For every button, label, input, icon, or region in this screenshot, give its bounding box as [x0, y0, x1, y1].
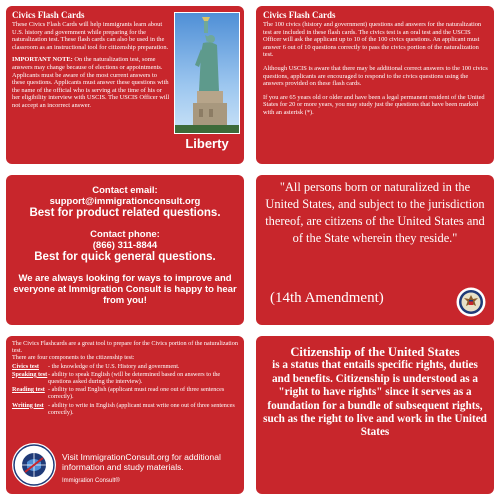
card-title: Civics Flash Cards [263, 10, 336, 20]
phone-label: Contact phone: [90, 229, 160, 240]
card-civics-about [256, 6, 494, 164]
immigration-consult-logo-icon [11, 442, 57, 488]
test-row [12, 386, 238, 400]
card-text [12, 10, 170, 110]
card-text [263, 10, 489, 117]
intro-paragraph: The Civics Flashcards are a great tool to prepare for the Civics portion of the naturalization test. [12, 340, 238, 355]
statue-of-liberty-icon [175, 13, 239, 133]
components-intro: There are four components to the citizenship test: [12, 354, 135, 362]
card-contact [6, 175, 244, 325]
phone-note: Best for quick general questions. [34, 251, 216, 263]
test-label: Speaking test [12, 370, 48, 378]
card-title: Civics Flash Cards [12, 10, 85, 20]
paragraph-1: The 100 civics (history and government) questions and answers for the naturalization test are included in these flash cards. The civics test is an oral test and the USCIS Officer will ask the applicant up to 10 of the 100 civics questions. An applicant must answer 6 out of 10 questions correctly to pass the civics portion of the naturalization test. [263, 21, 482, 59]
amendment-reference: (14th Amendment) [270, 290, 384, 306]
amendment-quote: "All persons born or naturalized in the United States, and subject to the jurisdiction thereof, are citizens of the United States and of the State wherein they reside." [265, 180, 485, 245]
card-text [262, 346, 488, 440]
brand-name: Immigration Consult® [62, 478, 120, 484]
email-note: Best for product related questions. [29, 207, 221, 219]
test-label: Civics test [12, 362, 39, 370]
important-note [12, 56, 170, 109]
important-text: On the naturalization test, some answers may change because of elections or appointments. Applicants must be aware of the most current answers to these questions. Applicants must answer these questions with the name of the official who is serving at the time of his or her eligibility interview with USCIS. The USCIS Officer will not accept an incorrect answer. [12, 56, 170, 109]
card-civics-intro [6, 6, 244, 164]
paragraph-2: Although USCIS is aware that there may be additional correct answers to the 100 civics questions, applicants are encouraged to respond to the civics questions using the answers provided on these flash cards. [263, 64, 488, 88]
test-label: Writing test [12, 401, 44, 409]
card-14th-amendment [256, 175, 494, 325]
test-row [12, 371, 238, 385]
test-row [12, 363, 238, 370]
test-desc: - ability to write in English (applicant must write one out of three sentences correctly). [48, 401, 235, 416]
card-test-components [6, 336, 244, 494]
statue-of-liberty-photo [174, 12, 240, 134]
card-text [12, 340, 238, 416]
test-desc: - the knowledge of the U.S. History and government. [48, 362, 180, 370]
card-heading: Citizenship of the United States [290, 345, 460, 359]
great-seal-icon [456, 287, 486, 317]
test-row [12, 402, 238, 416]
phone-number[interactable]: (866) 311-8844 [92, 240, 158, 251]
email-address[interactable]: support@immigrationconsult.org [49, 196, 201, 207]
definition-text: is a status that entails specific rights, duties and benefits. Citizenship is understood as a "right to have rights" since it serves as a foundation for a bundle of subsequent rights, such as the right to live and work in the United States [263, 359, 487, 439]
email-label: Contact email: [92, 185, 158, 196]
test-desc: - ability to speak English (will be determined based on answers to the questions asked during the interview). [48, 370, 221, 386]
paragraph-3: If you are 65 years old or older and have been a legal permanent resident of the United States for 20 or more years, you may study just the questions that have been marked with an asterisk (*). [263, 93, 485, 116]
card-citizenship-definition [256, 336, 494, 494]
contact-text [12, 185, 238, 306]
photo-caption: Liberty [185, 136, 229, 151]
website-promo[interactable]: Visit ImmigrationConsult.org for additional information and study materials. [62, 452, 221, 472]
closing-message: We are always looking for ways to improve and everyone at Immigration Consult is happy to hear from you! [13, 273, 237, 306]
intro-paragraph: These Civics Flash Cards will help immigrants learn about U.S. history and government while preparing for the naturalization test. These flash cards can also be used in the classroom as an instructional tool for citizenship preparation. [12, 21, 169, 51]
test-desc: - ability to read English (applicant must read one out of three sentences correctly). [48, 386, 225, 401]
important-label: IMPORTANT NOTE: [12, 56, 73, 64]
test-label: Reading test [12, 386, 45, 394]
